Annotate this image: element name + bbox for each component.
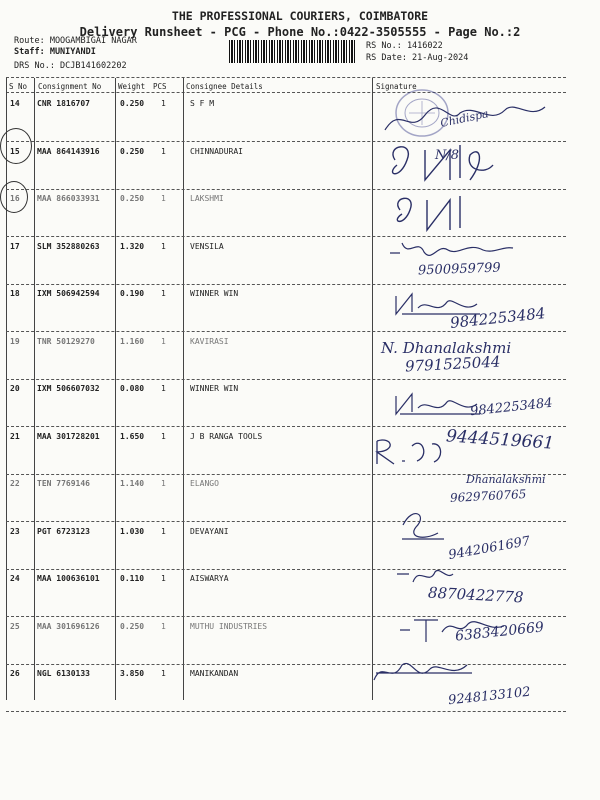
cell-consignment: IXM 506942594 bbox=[37, 289, 100, 298]
row-separator bbox=[6, 711, 566, 712]
cell-consignee: VENSILA bbox=[190, 242, 224, 251]
rs-date: RS Date: 21-Aug-2024 bbox=[366, 53, 469, 63]
hand-drawn-circle bbox=[0, 128, 32, 164]
handwritten-phone: 6383420669 bbox=[454, 619, 545, 645]
cell-consignment: MAA 301728201 bbox=[37, 432, 100, 441]
cell-sno: 19 bbox=[10, 337, 20, 346]
cell-weight: 0.080 bbox=[120, 384, 145, 393]
handwritten-phone: 9444519661 bbox=[445, 426, 555, 454]
cell-sno: 26 bbox=[10, 669, 20, 678]
cell-pcs: 1 bbox=[161, 289, 166, 298]
handwritten-phone: 9791525044 bbox=[404, 352, 501, 376]
cell-consignee: MANIKANDAN bbox=[190, 669, 239, 678]
cell-consignee: J B RANGA TOOLS bbox=[190, 432, 263, 441]
signature-scribble bbox=[398, 505, 448, 545]
barcode bbox=[229, 40, 357, 63]
signature-scribble bbox=[388, 238, 528, 263]
route-label: Route: MOOGAMBIGAI NAGAR bbox=[14, 36, 137, 46]
cell-sno: 14 bbox=[10, 99, 20, 108]
cell-pcs: 1 bbox=[161, 99, 166, 108]
table-row bbox=[6, 663, 566, 711]
cell-weight: 3.850 bbox=[120, 669, 145, 678]
col-header-consignment: Consignment No bbox=[38, 82, 102, 91]
handwritten-phone: 9842253484 bbox=[469, 395, 554, 420]
cell-sno: 21 bbox=[10, 432, 20, 441]
signature-scribble bbox=[372, 655, 482, 690]
cell-pcs: 1 bbox=[161, 432, 166, 441]
cell-weight: 0.110 bbox=[120, 574, 145, 583]
cell-consignee: LAKSHMI bbox=[190, 194, 224, 203]
cell-consignment: SLM 352880263 bbox=[37, 242, 100, 251]
cell-sno: 17 bbox=[10, 242, 20, 251]
rs-number: RS No.: 1416022 bbox=[366, 41, 443, 51]
table-row bbox=[6, 188, 566, 236]
cell-consignee: KAVIRASI bbox=[190, 337, 229, 346]
col-header-pcs: PCS bbox=[153, 82, 167, 91]
col-header-weight: Weight bbox=[118, 82, 146, 91]
hand-drawn-circle bbox=[0, 181, 28, 213]
cell-sno: 22 bbox=[10, 479, 20, 488]
table-row bbox=[6, 568, 566, 616]
cell-consignee: MUTHU INDUSTRIES bbox=[190, 622, 268, 631]
signature-scribble bbox=[392, 390, 482, 418]
cell-consignment: NGL 6130133 bbox=[37, 669, 90, 678]
cell-consignment: CNR 1816707 bbox=[37, 99, 90, 108]
table-row bbox=[6, 426, 566, 474]
cell-consignment: MAA 100636101 bbox=[37, 574, 100, 583]
handwritten-phone: 9500959799 bbox=[417, 260, 501, 279]
drs-label: DRS No.: DCJB141602202 bbox=[14, 61, 127, 71]
signature-scribble bbox=[392, 192, 472, 234]
cell-sno: 23 bbox=[10, 527, 20, 536]
cell-sno: 20 bbox=[10, 384, 20, 393]
signature-scribble bbox=[398, 612, 508, 646]
cell-consignment: PGT 6723123 bbox=[37, 527, 90, 536]
cell-weight: 0.250 bbox=[120, 194, 145, 203]
cell-weight: 1.140 bbox=[120, 479, 145, 488]
header-top-rule bbox=[6, 77, 566, 78]
runsheet-title: Delivery Runsheet - PCG - Phone No.:0422-3505555 - Page No.:2 bbox=[79, 25, 521, 39]
cell-pcs: 1 bbox=[161, 574, 166, 583]
signature-scribble bbox=[392, 288, 482, 318]
handwritten-phone: 8870422778 bbox=[427, 583, 524, 607]
handwritten-phone: 9442061697 bbox=[447, 533, 532, 564]
cell-consignee: ELANGO bbox=[190, 479, 219, 488]
cell-sno: 15 bbox=[10, 147, 20, 156]
cell-pcs: 1 bbox=[161, 669, 166, 678]
staff-label: Staff: MUNIYANDI bbox=[14, 47, 96, 57]
cell-pcs: 1 bbox=[161, 147, 166, 156]
signature-scribble bbox=[395, 562, 455, 592]
cell-sno: 25 bbox=[10, 622, 20, 631]
cell-sno: 16 bbox=[10, 194, 20, 203]
cell-consignment: MAA 866033931 bbox=[37, 194, 100, 203]
cell-consignee: S F M bbox=[190, 99, 215, 108]
table-row bbox=[6, 378, 566, 426]
cell-weight: 1.320 bbox=[120, 242, 145, 251]
cell-pcs: 1 bbox=[161, 384, 166, 393]
handwritten-phone: 9629760765 bbox=[449, 487, 527, 505]
table-row bbox=[6, 283, 566, 331]
cell-consignment: IXM 506607032 bbox=[37, 384, 100, 393]
cell-pcs: 1 bbox=[161, 194, 166, 203]
cell-pcs: 1 bbox=[161, 622, 166, 631]
handwritten-signature-name: Dhanalakshmi bbox=[466, 473, 546, 486]
cell-pcs: 1 bbox=[161, 337, 166, 346]
cell-weight: 0.250 bbox=[120, 147, 145, 156]
handwritten-signature-name: N. Dhanalakshmi bbox=[381, 339, 512, 357]
company-title: THE PROFESSIONAL COURIERS, COIMBATORE bbox=[171, 9, 429, 23]
cell-weight: 0.190 bbox=[120, 289, 145, 298]
handwritten-date: N/8 bbox=[435, 148, 460, 163]
cell-pcs: 1 bbox=[161, 242, 166, 251]
table-row bbox=[6, 473, 566, 521]
cell-consignment: MAA 301696126 bbox=[37, 622, 100, 631]
cell-consignee: DEVAYANI bbox=[190, 527, 229, 536]
cell-pcs: 1 bbox=[161, 527, 166, 536]
cell-weight: 1.030 bbox=[120, 527, 145, 536]
cell-sno: 18 bbox=[10, 289, 20, 298]
cell-consignee: WINNER WIN bbox=[190, 384, 239, 393]
cell-pcs: 1 bbox=[161, 479, 166, 488]
handwritten-phone: 9842253484 bbox=[449, 304, 547, 332]
cell-consignment: TEN 7769146 bbox=[37, 479, 90, 488]
col-header-signature: Signature bbox=[376, 82, 417, 91]
cell-weight: 0.250 bbox=[120, 622, 145, 631]
signature-scribble bbox=[372, 436, 452, 466]
cell-consignment: MAA 864143916 bbox=[37, 147, 100, 156]
cell-sno: 24 bbox=[10, 574, 20, 583]
cell-consignment: TNR 50129270 bbox=[37, 337, 95, 346]
table-row bbox=[6, 331, 566, 379]
cell-weight: 1.160 bbox=[120, 337, 145, 346]
handwritten-phone: 9248133102 bbox=[447, 684, 532, 709]
table-row bbox=[6, 521, 566, 569]
cell-weight: 1.650 bbox=[120, 432, 145, 441]
col-header-sno: S No bbox=[9, 82, 28, 91]
cell-consignee: WINNER WIN bbox=[190, 289, 239, 298]
handwritten-note: Chidispa bbox=[439, 107, 490, 130]
cell-consignee: AISWARYA bbox=[190, 574, 229, 583]
col-header-consignee: Consignee Details bbox=[186, 82, 263, 91]
cell-consignee: CHINNADURAI bbox=[190, 147, 243, 156]
cell-weight: 0.250 bbox=[120, 99, 145, 108]
